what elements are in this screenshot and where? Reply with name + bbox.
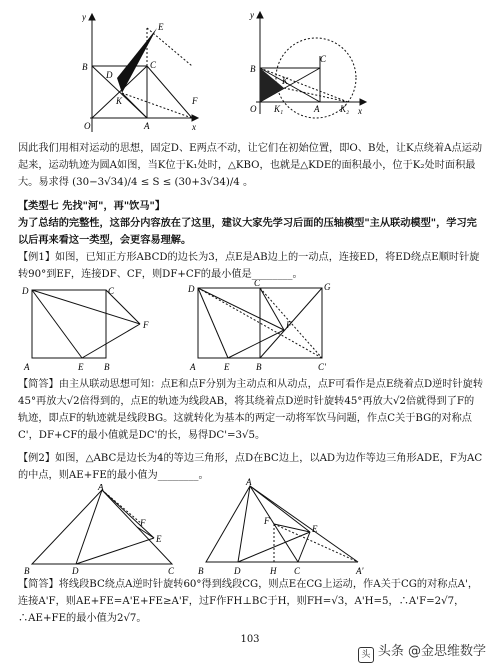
ex2r-label-c: C (294, 566, 301, 576)
ex2l-label-a: A (98, 484, 104, 492)
ex2l-label-f: F (140, 518, 146, 528)
fig2-label-x: x (358, 106, 362, 116)
figure-example1-right (188, 280, 338, 374)
ex2r-label-d: D (234, 566, 241, 576)
ex1l-label-a: A (24, 362, 30, 372)
ex2r-label-h: H (270, 566, 277, 576)
watermark-text: 头条 @金思维数学 (377, 644, 486, 659)
fig2-label-y: y (250, 10, 254, 20)
ex1r-label-a: A (190, 362, 196, 372)
ex1l-label-e: E (78, 362, 84, 372)
ex2r-label-e: E (312, 524, 318, 534)
fig1-label-e: E (158, 22, 164, 32)
type7-heading: 【类型七 先找"河"，再"饮马"】 (18, 200, 166, 212)
ex2l-label-c: C (168, 566, 175, 576)
paragraph-relative-motion: 因此我们用相对运动的思想，固定D、E两点不动，让它们在初始位置，即O、B处，让K点绕着A点运动起来，运动轨迹为圆A如图，当K位于K₁处时，△KBO，也就是△KDE的面积最小，位于K₂处时面积最大。易求得 (30−3√34)/4 ≤ S ≤ (30+3√34)/4 。 (18, 143, 483, 188)
ex2l-label-e: E (156, 534, 162, 544)
ex2r-label-aprime: A' (356, 566, 364, 576)
fig1-label-b: B (82, 62, 88, 72)
type7-intro: 为了总结的完整性，这部分内容放在了这里，建议大家先学习后面的压轴模型"主从联动模型"，学习完以后再来看这一类型，会更容易理解。 (18, 217, 477, 246)
figure-top-right (248, 6, 368, 120)
figure-example1-left (22, 284, 162, 374)
ex1l-label-d: D (22, 286, 29, 296)
ex2r-label-a: A (246, 478, 252, 487)
answer1-text: 【简答】由主从联动思想可知：点E和点F分别为主动点和从动点，点F可看作是点E绕着点D逆时针旋转45°再放大√2倍得到的，点E的轨迹为线段AB，将其绕着点D逆时针旋转45°再放大√2倍就得到了F的轨迹，即点F的轨迹就是线段BG。这就转化为基本的两定一动将军饮马问题，作点C关于BG的对称点C'，DF+CF的最小值就是DC'的长，易得DC'=3√5。 (18, 379, 484, 441)
ex2r-label-b: B (198, 566, 204, 576)
figure-top-left (82, 8, 202, 134)
fig1-label-a: A (144, 121, 150, 131)
ex1r-label-c: C (254, 280, 261, 288)
ex1l-label-b: B (104, 362, 110, 372)
fig1-label-f: F (192, 96, 198, 106)
ex1r-label-f: F (286, 320, 292, 330)
watermark (358, 640, 486, 663)
ex2r-label-f: F (264, 516, 270, 526)
page-number: 103 (240, 634, 260, 645)
fig2-label-k: K (282, 76, 289, 86)
figure-example2-left (22, 484, 182, 576)
fig2-label-c: C (320, 54, 327, 64)
fig1-label-y: y (82, 12, 86, 22)
fig2-label-o: O (250, 104, 257, 114)
ex1r-label-d: D (188, 284, 195, 294)
figure-example2-right (198, 478, 388, 580)
fig1-label-x: x (192, 122, 196, 132)
fig1-label-d: D (106, 70, 113, 80)
fig2-label-k2: K₂ (340, 104, 350, 114)
fig2-label-a: A (314, 104, 320, 114)
ex1l-label-f: F (143, 320, 149, 330)
example1-question: 【例1】如图，已知正方形ABCD的边长为3，点E是AB边上的一动点，连接ED，将ED绕点E顺时针旋转90°到EF，连接DF、CF，则DF+CF的最小值是________。 (18, 252, 480, 280)
ex1r-label-e: E (224, 362, 230, 372)
toutiao-logo-icon: 头 (358, 647, 374, 663)
fig2-label-k1: K₁ (274, 104, 284, 114)
ex2l-label-b: B (24, 566, 30, 576)
fig2-label-b: B (250, 64, 256, 74)
example2-question: 【例2】如图，△ABC是边长为4的等边三角形，点D在BC边上，以AD为边作等边三角形ADE，F为AC的中点，则AE+FE的最小值为________。 (18, 453, 483, 481)
fig1-label-k: K (116, 96, 123, 106)
ex1r-label-g: G (324, 282, 331, 292)
ex2l-label-d: D (72, 566, 79, 576)
ex1l-label-c: C (108, 286, 115, 296)
ex1r-label-b: B (256, 362, 262, 372)
fig1-label-o: O (84, 121, 91, 131)
ex1r-label-cprime: C' (318, 362, 326, 372)
answer2-text: 【简答】将线段BC绕点A逆时针旋转60°得到线段CG，则点E在CG上运动，作A关于CG的对称点A'，连接A'F，则AE+FE=A'E+FE≥A'F，过F作FH⊥BC于H，则FH=√3，A'H=5，∴A'F=2√7，∴AE+FE的最小值为2√7。 (18, 579, 479, 624)
fig1-label-c: C (150, 60, 157, 70)
